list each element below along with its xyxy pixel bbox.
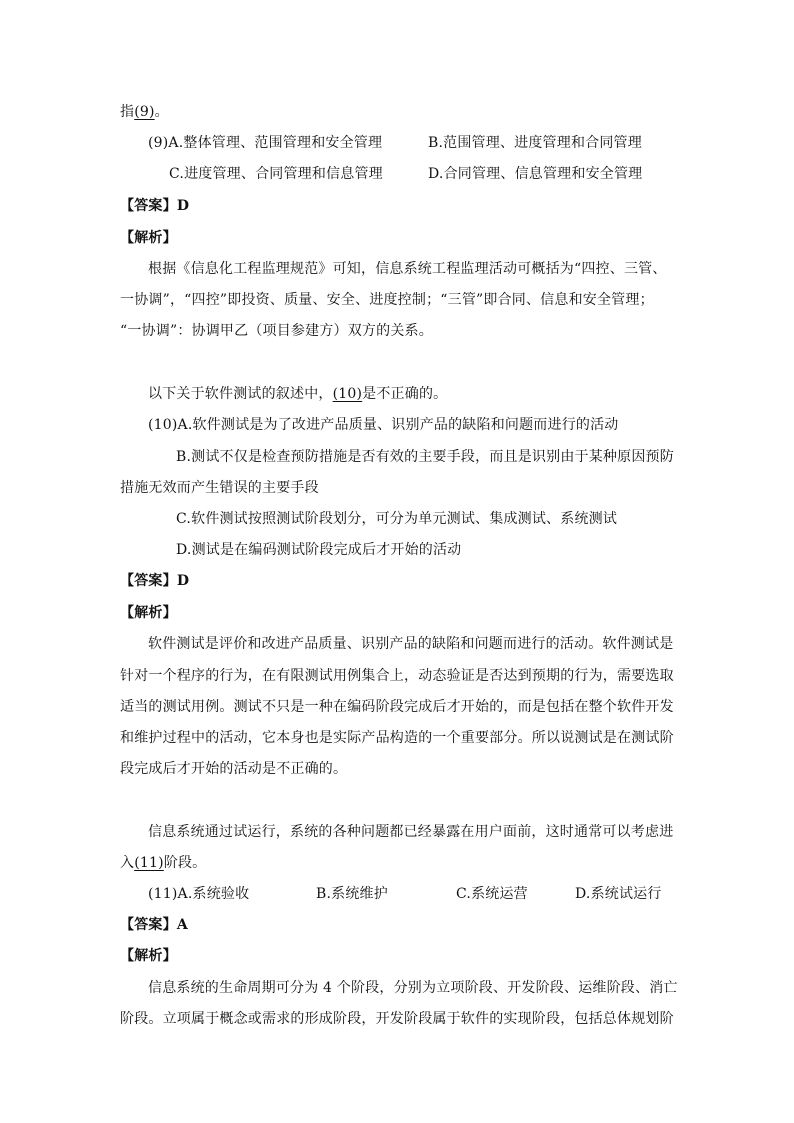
q11-option-a: (11)A.系统验收 — [148, 886, 250, 902]
q10-blank: (10) — [332, 386, 363, 402]
q10-option-c: C.软件测试按照测试阶段划分，可分为单元测试、集成测试、系统测试 — [176, 511, 618, 527]
q10-option-d: D.测试是在编码测试阶段完成后才开始的活动 — [176, 542, 462, 558]
q9-stem-suffix: 。 — [154, 104, 169, 120]
q9-option-a: (9)A.整体管理、范围管理和安全管理 — [148, 135, 383, 151]
q9-option-d: D.合同管理、信息管理和安全管理 — [428, 166, 643, 182]
q10-option-b-line1: B.测试不仅是检查预防措施是否有效的主要手段，而且是识别由于某种原因预防 — [176, 449, 674, 465]
q11-answer-value: A — [176, 917, 188, 933]
q10-option-b-line2: 措施无效而产生错误的主要手段 — [120, 480, 319, 496]
q9-analysis-label: 【解析】 — [120, 230, 177, 246]
q11-stem-line1: 信息系统通过试运行，系统的各种问题都已经暴露在用户面前，这时通常可以考虑进 — [148, 824, 674, 840]
q11-option-b: B.系统维护 — [316, 886, 388, 902]
q9-answer-label: 【答案】 — [120, 198, 177, 214]
q9-option-c: C.进度管理、合同管理和信息管理 — [169, 166, 383, 182]
q11-analysis-label: 【解析】 — [120, 948, 177, 964]
q10-answer-label: 【答案】 — [120, 573, 177, 589]
q10-analysis-line: 和维护过程中的活动，它本身也是实际产品构造的一个重要部分。所以说测试是在测试阶 — [120, 730, 674, 746]
q11-stem-line2 — [120, 853, 206, 873]
q10-stem-suffix: 是不正确的。 — [362, 386, 448, 402]
q10-stem-prefix: 以下关于软件测试的叙述中， — [148, 386, 333, 402]
q11-answer-label: 【答案】 — [120, 917, 177, 933]
q10-analysis-label: 【解析】 — [120, 605, 177, 621]
q9-analysis-line: 根据《信息化工程监理规范》可知，信息系统工程监理活动可概括为“四控、三管、 — [148, 261, 667, 277]
q9-stem — [120, 102, 169, 122]
q9-analysis-line: “一协调”：协调甲乙（项目参建方）双方的关系。 — [120, 323, 433, 339]
q11-option-c: C.系统运营 — [456, 886, 528, 902]
q10-analysis-line: 适当的测试用例。测试不只是一种在编码阶段完成后才开始的，而是包括在整个软件开发 — [120, 699, 674, 715]
q10-option-a: (10)A.软件测试是为了改进产品质量、识别产品的缺陷和问题而进行的活动 — [148, 417, 619, 433]
q9-option-b: B.范围管理、进度管理和合同管理 — [428, 135, 642, 151]
q11-analysis-line: 信息系统的生命周期可分为 4 个阶段，分别为立项阶段、开发阶段、运维阶段、消亡 — [148, 980, 678, 996]
q10-stem — [148, 384, 447, 404]
q11-option-d: D.系统试运行 — [575, 886, 662, 902]
q10-answer — [120, 571, 189, 591]
q10-analysis-line: 针对一个程序的行为，在有限测试用例集合上，动态验证是否达到预期的行为，需要选取 — [120, 668, 674, 684]
q9-answer-value: D — [176, 198, 190, 214]
q11-stem-suffix: 阶段。 — [163, 855, 207, 871]
q9-answer — [120, 196, 189, 216]
q11-answer — [120, 915, 188, 935]
q11-analysis-line: 阶段。立项属于概念或需求的形成阶段，开发阶段属于软件的实现阶段，包括总体规划阶 — [120, 1011, 674, 1027]
q9-stem-prefix: 指 — [120, 104, 135, 120]
q11-blank: (11) — [134, 855, 164, 871]
q9-blank: (9) — [134, 104, 155, 120]
q9-analysis-line: 一协调”，“四控”即投资、质量、安全、进度控制；“三管”即合同、信息和安全管理； — [120, 292, 654, 308]
q10-analysis-line: 软件测试是评价和改进产品质量、识别产品的缺陷和问题而进行的活动。软件测试是 — [148, 636, 674, 652]
q11-stem-prefix: 入 — [120, 855, 135, 871]
q10-analysis-line: 段完成后才开始的活动是不正确的。 — [120, 761, 348, 777]
q10-answer-value: D — [176, 573, 190, 589]
